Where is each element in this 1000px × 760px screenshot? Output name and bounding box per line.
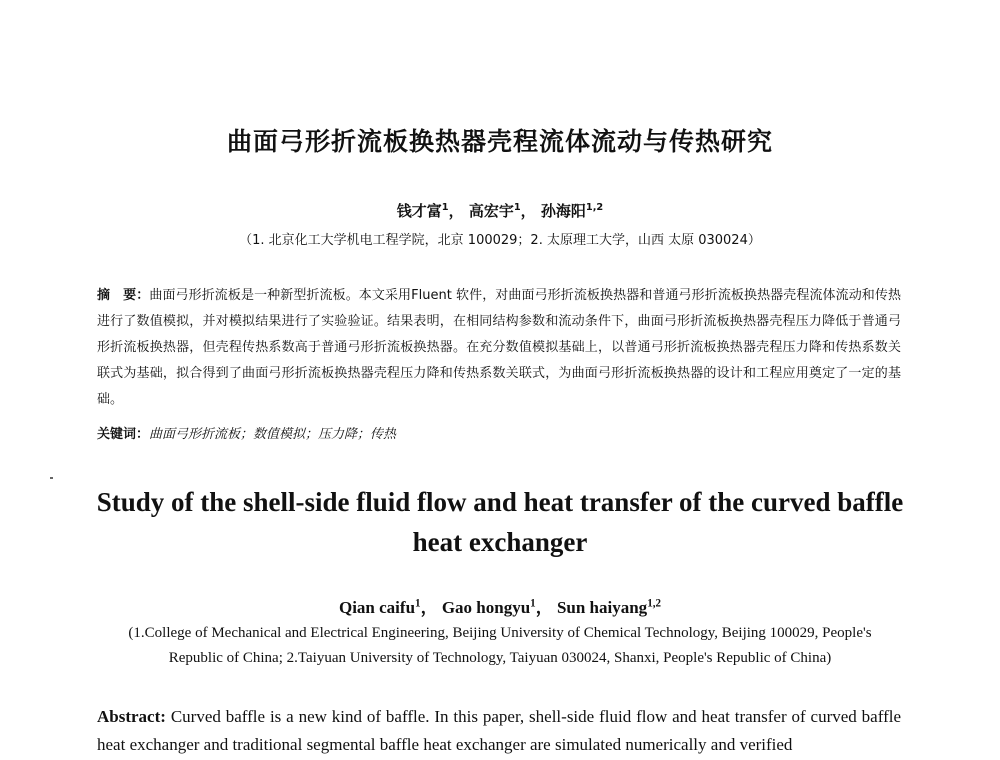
author-separator: ， (520, 202, 536, 220)
abstract-text: Curved baffle is a new kind of baffle. In this paper, shell-side fluid flow and heat transfer of curved baffle heat exchanger and traditional segmental baffle heat exchanger are simulated numerically and verified (97, 707, 902, 754)
author-affil-sup: 1 (513, 202, 521, 213)
chinese-abstract (97, 283, 901, 413)
author-affil-sup: 1,2 (647, 597, 661, 610)
author-name: Sun haiyang (556, 598, 648, 617)
abstract-text: 曲面弓形折流板是一种新型折流板。本文采用Fluent 软件，对曲面弓形折流板换热器和普通弓形折流板换热器壳程流体流动和传热进行了数值模拟，并对模拟结果进行了实验验证。结果表明，在相同结构参数和流动条件下，曲面弓形折流板换热器壳程压力降低于普通弓形折流板换热器，但壳程传热系数高于普通弓形折流板换热器。在充分数值模拟基础上，以普通弓形折流板换热器壳程压力降和传热系数关联式为基础，拟合得到了曲面弓形折流板换热器壳程压力降和传热系数关联式，为曲面弓形折流板换热器的设计和工程应用奠定了一定的基础。 (97, 288, 901, 407)
chinese-authors (0, 200, 1000, 221)
keywords-text: 曲面弓形折流板；数值模拟；压力降；传热 (149, 427, 397, 442)
chinese-title: 曲面弓形折流板换热器壳程流体流动与传热研究 (226, 127, 773, 156)
english-abstract (97, 703, 901, 759)
author-name: 孙海阳 (540, 202, 586, 220)
author-separator: ， (535, 598, 553, 617)
author-affil-sup: 1 (415, 597, 421, 610)
author-name: Gao hongyu (441, 598, 531, 617)
english-title: Study of the shell-side fluid flow and heat transfer of the curved baffle heat exchanger (96, 487, 904, 557)
keywords-label: 关键词： (97, 427, 150, 442)
english-affiliation: (1.College of Mechanical and Electrical Engineering, Beijing University of Chemical Technology, Beijing 100029, People's Republic of China; 2.Taiyuan University of Technology, Taiyuan 030024, Shanxi, People's Republic of China) (128, 625, 872, 666)
chinese-keywords (97, 425, 901, 445)
abstract-label: Abstract: (97, 707, 166, 726)
author-separator: ， (420, 598, 438, 617)
abstract-label: 摘 要： (97, 288, 150, 303)
author-affil-sup: 1,2 (585, 202, 604, 213)
author-name: 高宏宇 (468, 202, 514, 220)
stray-mark (50, 477, 53, 479)
chinese-affiliation: （1. 北京化工大学机电工程学院，北京 100029；2. 太原理工大学，山西 太原 030024） (239, 233, 761, 248)
author-affil-sup: 1 (530, 597, 536, 610)
english-authors (0, 593, 1000, 618)
author-separator: ， (448, 202, 464, 220)
author-name: 钱才富 (396, 202, 442, 220)
author-name: Qian caifu (338, 598, 416, 617)
author-affil-sup: 1 (441, 202, 449, 213)
